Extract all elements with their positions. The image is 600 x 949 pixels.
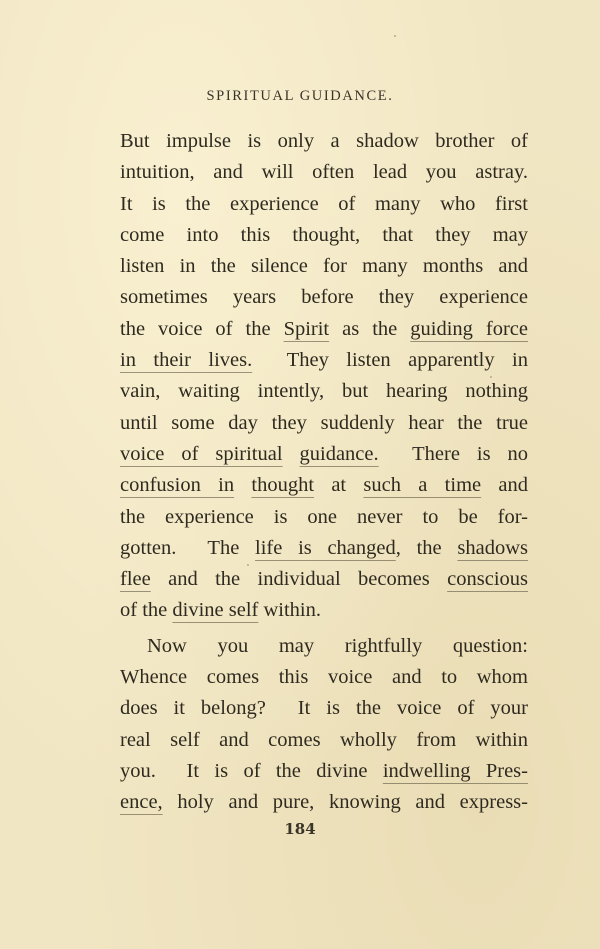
- text-line: [120, 502, 528, 533]
- underlined-text: conscious: [447, 568, 528, 591]
- underlined-text: guiding force: [410, 317, 529, 340]
- text-line: [120, 220, 528, 251]
- text-segment: There is no: [378, 442, 529, 465]
- text-line: [120, 756, 528, 787]
- underlined-text: thought: [251, 474, 315, 497]
- text-segment: It is the experience of many who first: [120, 192, 528, 215]
- underlined-text: Spirit: [283, 317, 330, 340]
- text-line: [120, 787, 528, 818]
- text-line: [120, 564, 528, 595]
- text-line: [120, 439, 528, 470]
- paper-speck: [490, 376, 492, 378]
- underlined-text: confusion in: [120, 474, 235, 497]
- underlined-text: ence,: [120, 791, 163, 814]
- text-segment: at: [314, 474, 364, 497]
- text-line: [120, 376, 528, 407]
- text-segment: sometimes years before they experience: [120, 286, 528, 309]
- underlined-text: divine self: [172, 599, 259, 622]
- underlined-text: in their lives.: [120, 349, 253, 372]
- underlined-text: voice of spiritual: [120, 442, 283, 465]
- text-segment: vain, waiting intently, but hearing nothing: [120, 380, 528, 403]
- text-segment: listen in the silence for many months and: [120, 255, 528, 278]
- text-line: [120, 251, 528, 282]
- text-line: [120, 470, 528, 501]
- underlined-text: flee: [120, 568, 151, 591]
- text-segment: as the: [329, 317, 411, 340]
- text-segment: Now you may rightfully question:: [147, 634, 528, 657]
- body-text: [120, 126, 528, 819]
- text-line: [120, 157, 528, 188]
- text-line: [120, 533, 528, 564]
- text-line: [120, 345, 528, 376]
- text-segment: They listen apparently in: [252, 349, 528, 372]
- underlined-text: life is changed: [255, 536, 396, 559]
- text-segment: But impulse is only a shadow brother of: [120, 130, 528, 152]
- text-segment: intuition, and will often lead you astray.: [120, 161, 528, 184]
- underlined-text: shadows: [457, 536, 528, 559]
- underlined-text: guidance.: [299, 442, 379, 465]
- text-line: [120, 725, 528, 756]
- text-segment: within.: [258, 599, 321, 622]
- text-line: [120, 282, 528, 313]
- running-head: SPIRITUAL GUIDANCE.: [206, 88, 394, 104]
- underlined-text: such a time: [363, 474, 482, 497]
- text-line: [120, 693, 528, 724]
- text-line: [120, 662, 528, 693]
- page-number: 184: [284, 820, 316, 838]
- text-segment: , the: [395, 536, 458, 559]
- text-segment: the voice of the: [120, 317, 284, 340]
- text-segment: the experience is one never to be for-: [120, 505, 528, 528]
- text-line: [120, 189, 528, 220]
- text-segment: of the: [120, 599, 173, 622]
- text-segment: until some day they suddenly hear the true: [120, 411, 528, 434]
- paper-speck: [394, 35, 396, 37]
- text-segment: and the individual becomes: [150, 568, 448, 591]
- text-line: [120, 631, 528, 662]
- underlined-text: indwelling Pres-: [382, 759, 528, 782]
- text-segment: gotten. The: [120, 536, 256, 559]
- text-segment: real self and comes wholly from within: [120, 728, 528, 751]
- text-segment: holy and pure, knowing and express-: [162, 791, 528, 814]
- text-segment: and: [481, 474, 528, 497]
- text-line: [120, 595, 528, 626]
- text-line: [120, 408, 528, 439]
- text-segment: does it belong? It is the voice of your: [120, 697, 528, 720]
- text-segment: [283, 443, 300, 465]
- paper-speck: [247, 564, 249, 566]
- text-segment: you. It is of the divine: [120, 759, 383, 782]
- text-line: [120, 126, 528, 157]
- text-segment: come into this thought, that they may: [120, 223, 528, 246]
- text-line: [120, 314, 528, 345]
- text-segment: [234, 474, 251, 496]
- text-segment: Whence comes this voice and to whom: [120, 666, 528, 689]
